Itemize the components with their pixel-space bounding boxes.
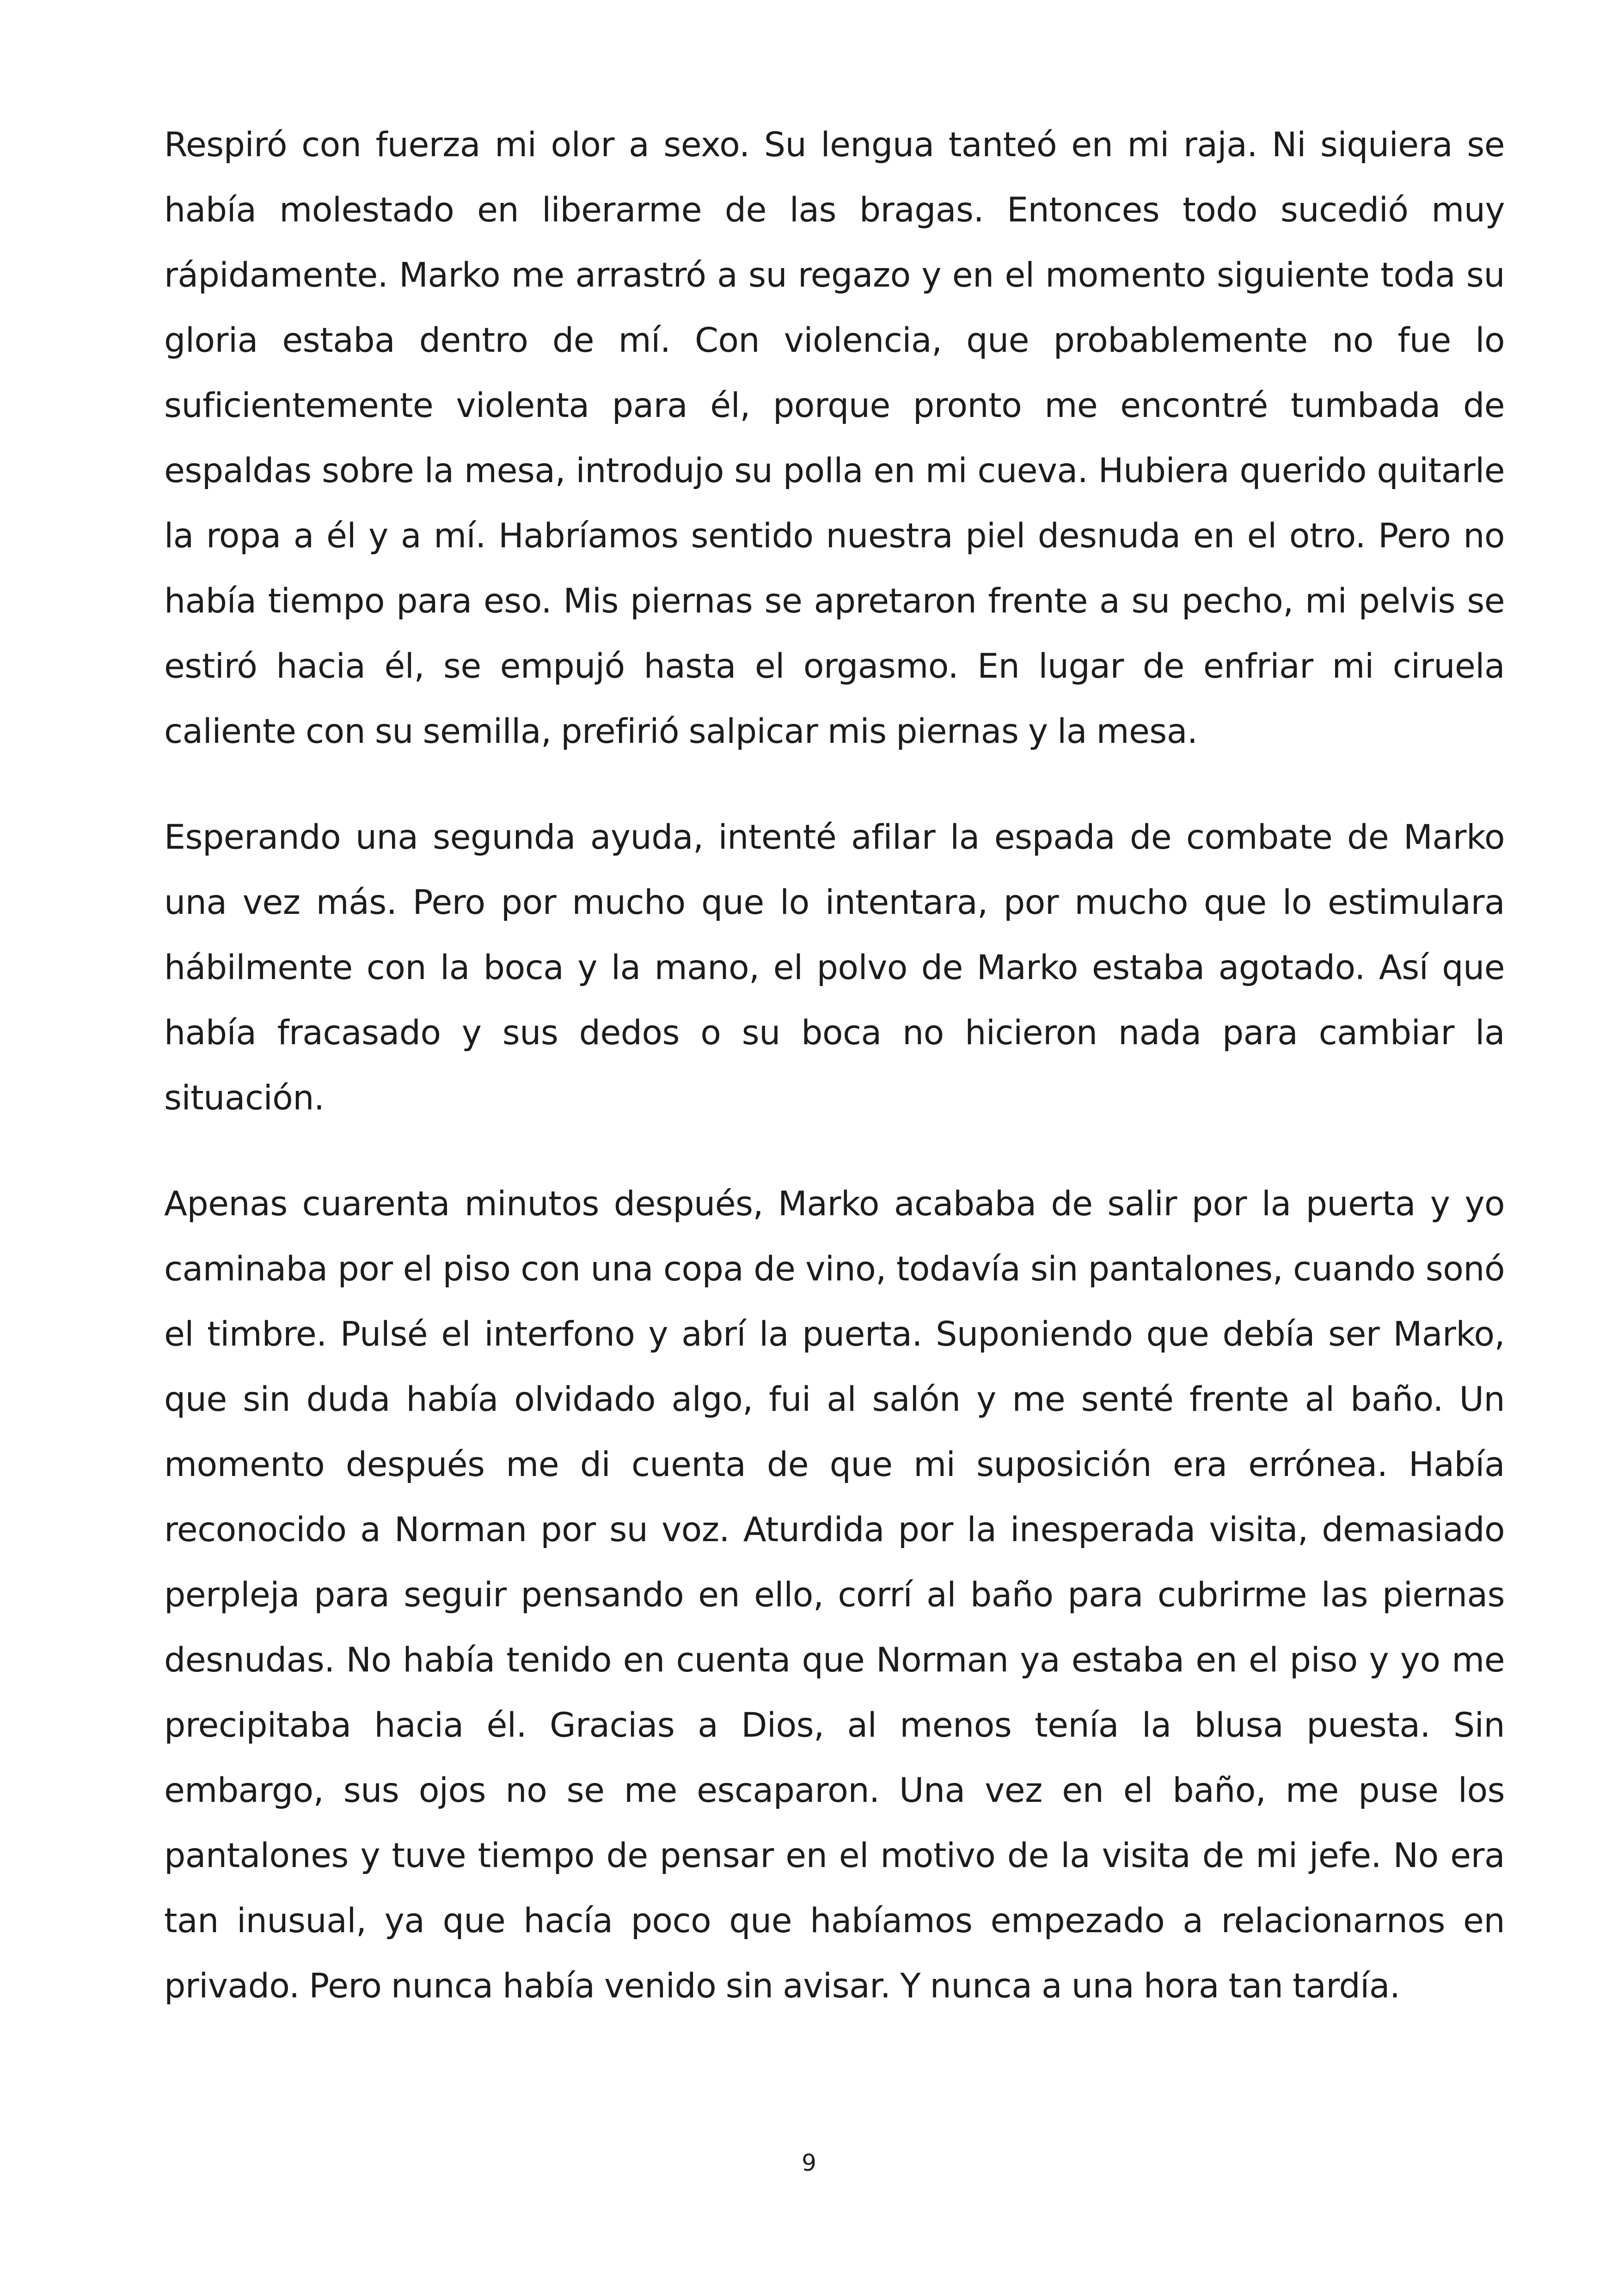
paragraph-2: Esperando una segunda ayuda, intenté afilar la espada de combate de Marko una vez más. Pero por mucho que lo intentara, por mucho que lo estimulara hábilmente con la boca y la mano, el polvo de Marko estaba agotado. Así que había fracasado y sus dedos o su boca no hicieron nada para cambiar la situación.: [164, 818, 1505, 1118]
paragraph-3: Apenas cuarenta minutos después, Marko acababa de salir por la puerta y yo caminaba por el piso con una copa de vino, todavía sin pantalones, cuando sonó el timbre. Pulsé el interfono y abrí la puerta. Suponiendo que debía ser Marko, que sin duda había olvidado algo, fui al salón y me senté frente al baño. Un momento después me di cuenta de que mi suposición era errónea. Había reconocido a Norman por su voz. Aturdida por la inesperada visita, demasiado perpleja para seguir pensando en ello, corrí al baño para cubrirme las piernas desnudas. No había tenido en cuenta que Norman ya estaba en el piso y yo me precipitaba hacia él. Gracias a Dios, al menos tenía la blusa puesta. Sin embargo, sus ojos no se me escaparon. Una vez en el baño, me puse los pantalones y tuve tiempo de pensar en el motivo de la visita de mi jefe. No era tan inusual, ya que hacía poco que habíamos empezado a relacionarnos en privado. Pero nunca había venido sin avisar. Y nunca a una hora tan tardía.: [164, 1184, 1505, 2006]
paragraph-1: Respiró con fuerza mi olor a sexo. Su lengua tanteó en mi raja. Ni siquiera se había molestado en liberarme de las bragas. Entonces todo sucedió muy rápidamente. Marko me arrastró a su regazo y en el momento siguiente toda su gloria estaba dentro de mí. Con violencia, que probablemente no fue lo suficientemente violenta para él, porque pronto me encontré tumbada de espaldas sobre la mesa, introdujo su polla en mi cueva. Hubiera querido quitarle la ropa a él y a mí. Habríamos sentido nuestra piel desnuda en el otro. Pero no había tiempo para eso. Mis piernas se apretaron frente a su pecho, mi pelvis se estiró hacia él, se empujó hasta el orgasmo. En lugar de enfriar mi ciruela caliente con su semilla, prefirió salpicar mis piernas y la mesa.: [164, 125, 1505, 751]
body-text: [164, 112, 1505, 2059]
page-number: 9: [802, 2149, 816, 2176]
